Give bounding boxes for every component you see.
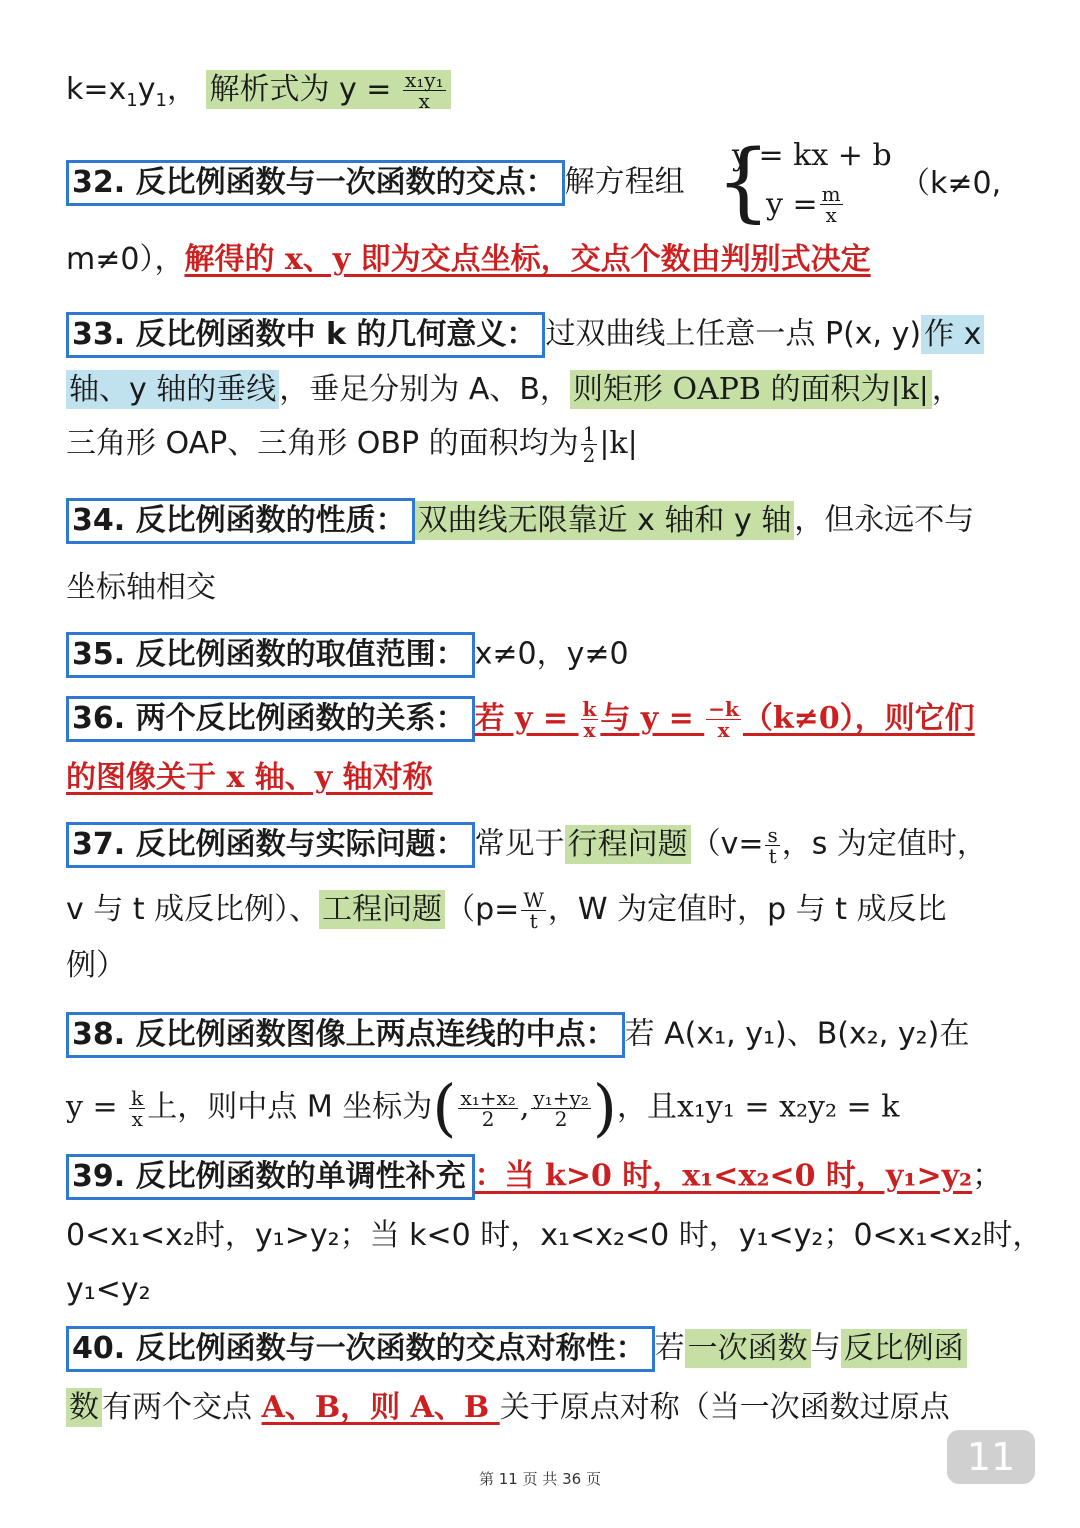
text: ，W 为定值时，p 与 t 成反比: [547, 892, 947, 927]
fraction: [706, 699, 741, 740]
text: 解方程组: [564, 164, 685, 200]
fraction: [765, 822, 779, 868]
section-33-l3: [66, 422, 638, 466]
text: （k≠0），则它们: [742, 700, 975, 736]
numerator: W: [523, 888, 544, 912]
text: 常见于: [474, 826, 565, 862]
text: ，但永远不与: [794, 502, 975, 538]
fraction: [820, 184, 843, 225]
highlight-green: 一次函数: [685, 1329, 811, 1368]
section-40-title: 40. 反比例函数与一次函数的交点对称性：: [66, 1326, 655, 1372]
subscript: 1: [155, 90, 167, 111]
comma: ,: [519, 1089, 530, 1125]
fraction: [521, 890, 546, 931]
numerator: k: [131, 1085, 144, 1110]
section-40-l2: [66, 1386, 950, 1430]
numerator: 1: [582, 422, 596, 446]
page-number-badge: 11: [947, 1430, 1035, 1484]
highlight-blue: 轴、y 轴的垂线: [66, 370, 279, 409]
text: x≠0，y≠0: [474, 636, 629, 672]
formula-line-k: [66, 68, 451, 123]
text: y: [137, 72, 156, 107]
emphasis-red: [474, 697, 975, 742]
denominator: t: [768, 843, 777, 868]
emphasis-red: 解得的 x、y 即为交点坐标，交点个数由判别式决定: [184, 242, 871, 277]
text: ，且x₁y₁ = x₂y₂ = k: [616, 1089, 900, 1125]
fraction: [581, 424, 598, 465]
highlight-green: 双曲线无限靠近 x 轴和 y 轴: [415, 501, 795, 540]
emphasis-red: ：当 k>0 时，x₁<x₂<0 时，y₁>y₂: [474, 1158, 973, 1194]
emphasis-red: A、B，则 A、B: [261, 1390, 500, 1425]
section-34-l2: 坐标轴相交: [66, 570, 216, 605]
denominator: 2: [582, 443, 596, 467]
fraction: [581, 699, 599, 740]
denominator: x: [825, 203, 837, 227]
text: 与 y =: [600, 700, 705, 736]
condition-text: （k≠0,: [900, 166, 1002, 201]
text: ，: [931, 372, 962, 407]
section-37-l2: [66, 888, 947, 932]
text: 关于原点对称（当一次函数过原点: [499, 1390, 950, 1425]
numerator: x₁+x₂: [460, 1085, 516, 1110]
text: ；: [972, 1158, 1003, 1194]
denominator: x: [717, 718, 730, 742]
text: ，s 为定值时，: [781, 826, 987, 862]
section-32-title: 32. 反比例函数与一次函数的交点：: [66, 160, 565, 206]
highlight-green: 数: [66, 1388, 102, 1427]
text: 若 A(x₁, y₁)、B(x₂, y₂)在: [624, 1016, 970, 1052]
fraction: [458, 1085, 517, 1131]
section-33-title: 33. 反比例函数中 k 的几何意义：: [66, 312, 545, 358]
section-36-title: 36. 两个反比例函数的关系：: [66, 696, 475, 742]
section-32: [66, 160, 685, 206]
denominator: 2: [554, 1106, 568, 1131]
section-34-title: 34. 反比例函数的性质：: [66, 498, 415, 544]
section-33: [66, 312, 984, 358]
numerator: k: [582, 697, 597, 721]
fraction: [129, 1085, 145, 1131]
subscript: 1: [126, 90, 138, 111]
fraction: [403, 70, 446, 111]
equation-2: [766, 184, 845, 225]
text: m≠0），: [66, 242, 185, 277]
highlight-green: 反比例函: [841, 1329, 967, 1368]
text: ，: [166, 72, 197, 107]
text: |k|: [599, 426, 638, 461]
numerator: y₁+y₂: [533, 1085, 589, 1110]
text: （p=: [445, 892, 520, 927]
text: 与: [810, 1330, 841, 1366]
text: 解析式为 y =: [209, 72, 401, 107]
section-35-title: 35. 反比例函数的取值范围：: [66, 632, 475, 678]
section-38-l2: [66, 1071, 900, 1144]
text: 若: [654, 1330, 685, 1366]
section-38-title: 38. 反比例函数图像上两点连线的中点：: [66, 1012, 625, 1058]
section-34: [66, 498, 974, 544]
section-40: [66, 1326, 967, 1372]
highlight-analytic: [206, 68, 450, 113]
section-33-l2: [66, 368, 962, 412]
text: 若 y =: [474, 700, 579, 736]
fraction: [531, 1085, 590, 1131]
denominator: x: [418, 89, 430, 113]
brace-icon: {: [716, 132, 771, 232]
text: 三角形 OAP、三角形 OBP 的面积均为: [66, 426, 579, 461]
text: v 与 t 成反比例）、: [66, 892, 320, 927]
emphasis-red: 的图像关于 x 轴、y 轴对称: [66, 760, 433, 795]
numerator: m: [821, 182, 841, 206]
denominator: x: [131, 1106, 143, 1131]
denominator: t: [529, 909, 538, 933]
right-paren: ): [592, 1071, 617, 1144]
section-37-title: 37. 反比例函数与实际问题：: [66, 822, 475, 868]
text: y =: [766, 187, 818, 222]
text: （v=: [690, 826, 764, 862]
section-32-cont: [66, 238, 871, 282]
equation-1: y = kx + b: [732, 138, 892, 173]
numerator: x₁y₁: [404, 68, 444, 92]
section-38: [66, 1012, 969, 1058]
section-37: [66, 822, 987, 868]
text: y =: [66, 1089, 128, 1125]
highlight-green: 则矩形 OAPB 的面积为|k|: [570, 370, 932, 409]
section-39-title: 39. 反比例函数的单调性补充: [66, 1154, 475, 1200]
text: 上，则中点 M 坐标为: [147, 1089, 433, 1125]
text: 过双曲线上任意一点 P(x, y): [545, 316, 922, 352]
text: ，垂足分别为 A、B，: [279, 372, 570, 407]
highlight-green: 工程问题: [319, 890, 445, 929]
denominator: 2: [481, 1106, 495, 1131]
equation-system: [716, 132, 916, 238]
section-36: [66, 696, 975, 742]
section-39: [66, 1154, 1002, 1200]
denominator: x: [583, 718, 596, 742]
highlight-green: 行程问题: [565, 825, 691, 864]
section-36-l2: [66, 756, 433, 800]
section-35: [66, 632, 629, 678]
left-paren: (: [432, 1071, 457, 1144]
numerator: −k: [708, 697, 739, 721]
highlight-blue: 作 x: [921, 315, 984, 354]
section-39-l3: y₁<y₂: [66, 1272, 151, 1307]
section-39-l2: 0<x₁<x₂时，y₁>y₂；当 k<0 时，x₁<x₂<0 时，y₁<y₂；0<x₁<x₂时，: [66, 1218, 1043, 1253]
text: 有两个交点: [102, 1390, 262, 1425]
numerator: s: [767, 822, 778, 847]
text: k=x: [66, 72, 127, 107]
section-37-l3: 例）: [66, 948, 126, 983]
page-footer: 第 11 页 共 36 页: [478, 1470, 601, 1488]
